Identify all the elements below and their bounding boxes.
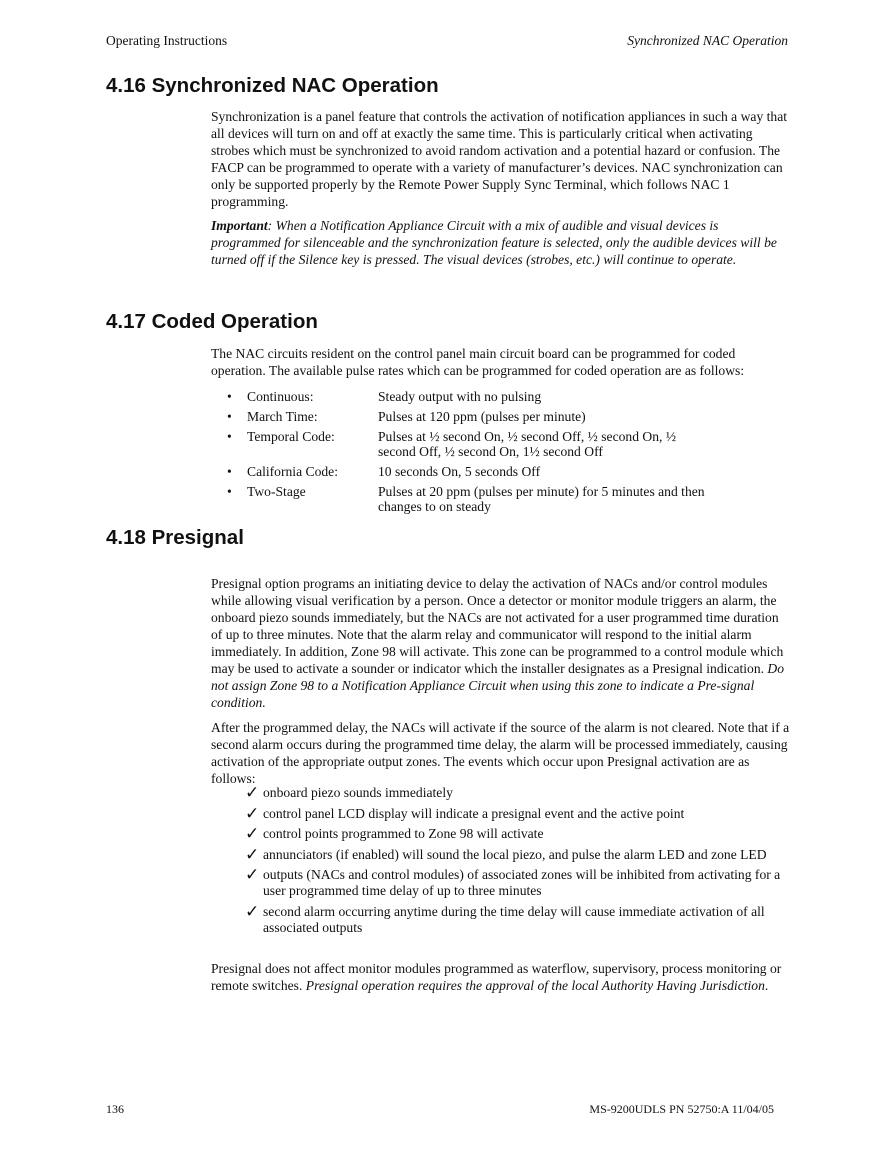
list-item <box>245 901 791 936</box>
coded-paragraph: The NAC circuits resident on the control panel main circuit board can be programmed for coded operation. The available pulse rates which can be programmed for coded operation are as follows: <box>211 346 745 378</box>
document-id: MS-9200UDLS PN 52750:A 11/04/05 <box>589 1102 774 1116</box>
event-text: onboard piezo sounds immediately <box>263 785 453 800</box>
presignal-paragraph-1 <box>211 575 791 711</box>
checkmark-icon: ✓ <box>245 865 260 885</box>
presignal-paragraph-3 <box>211 960 791 994</box>
section-title-4-17: 4.17 Coded Operation <box>106 310 318 333</box>
presignal-p3 <box>211 960 791 994</box>
bullet: • <box>227 389 232 404</box>
section-4-18-body <box>211 575 791 787</box>
bullet: • <box>227 484 232 499</box>
list-item <box>245 844 791 865</box>
section-title-4-18: 4.18 Presignal <box>106 526 244 549</box>
list-item <box>245 826 791 842</box>
list-item <box>227 464 727 479</box>
list-item <box>227 429 727 459</box>
pulse-desc: Steady output with no pulsing <box>378 389 542 404</box>
checkmark-icon: ✓ <box>245 783 260 803</box>
list-item <box>227 484 727 514</box>
list-item <box>245 785 791 801</box>
list-item <box>227 409 727 424</box>
presignal-events-list <box>245 785 791 940</box>
pulse-desc: Pulses at 20 ppm (pulses per minute) for 5 minutes and then changes to on steady <box>378 484 705 514</box>
bullet: • <box>227 464 232 479</box>
event-text: control points programmed to Zone 98 will activate <box>263 826 544 841</box>
section-title-4-16: 4.16 Synchronized NAC Operation <box>106 74 439 97</box>
pulse-name: March Time: <box>247 409 318 424</box>
list-item <box>227 389 727 404</box>
page-number: 136 <box>106 1102 124 1116</box>
list-item <box>245 803 791 824</box>
pulse-desc: Pulses at ½ second On, ½ second Off, ½ second On, ½ second Off, ½ second On, 1½ second Off <box>378 429 677 459</box>
important-text: : When a Notification Appliance Circuit with a mix of audible and visual devices is programmed for silenceable and the synchronization feature is selected, only the audible devices will be turned off if the Silence key is pressed. The visual devices (strobes, etc.) will continue to operate. <box>211 218 777 267</box>
checkmark-icon: ✓ <box>245 803 260 824</box>
list-item <box>245 867 791 899</box>
bullet: • <box>227 409 232 424</box>
presignal-p1-italic: Do not assign Zone 98 to a Notification Appliance Circuit when using this zone to indicate a Pre-signal condition. <box>211 661 785 710</box>
running-header-left: Operating Instructions <box>106 33 228 48</box>
event-text: outputs (NACs and control modules) of associated zones will be inhibited from activating for a user programmed time delay of up to three minutes <box>263 867 781 898</box>
pulse-name: Two-Stage <box>247 484 306 499</box>
pulse-rate-list <box>227 389 727 519</box>
running-header-right: Synchronized NAC Operation <box>627 33 788 48</box>
event-text: control panel LCD display will indicate a presignal event and the active point <box>263 805 685 821</box>
sync-paragraph: Synchronization is a panel feature that controls the activation of notification appliances in such a way that all devices will turn on and off at exactly the same time. This is particularly critical when activating strobes which must be synchronized to avoid random activation and a potential hazard or confusion. The FACP can be programmed to operate with a variety of manufacturer’s devices. NAC synchronization can only be supported properly by the Remote Power Supply Sync Terminal, which follows NAC 1 programming. <box>211 109 788 209</box>
pulse-desc: 10 seconds On, 5 seconds Off <box>378 464 541 479</box>
event-text: second alarm occurring anytime during the time delay will cause immediate activation of all associated outputs <box>263 903 765 935</box>
presignal-paragraph-2: After the programmed delay, the NACs will activate if the source of the alarm is not cleared. Note that if a second alarm occurs during the programmed time delay, the alarm will be processed immediately, causing activation of the appropriate output zones. The events which occur upon Presignal activation are as follows: <box>211 720 790 786</box>
event-text: annunciators (if enabled) will sound the local piezo, and pulse the alarm LED and zone LED <box>263 846 767 862</box>
checkmark-icon: ✓ <box>245 824 260 844</box>
presignal-p1-text: Presignal option programs an initiating device to delay the activation of NACs and/or control modules while allowing visual verification by a person. Once a detector or monitor module triggers an alarm, the onboard piezo sounds immediately, but the NACs are not activated for a user programmed time duration of up to three minutes. Note that the alarm relay and communicator will respond to the initial alarm immediately. In addition, Zone 98 will activate. This zone can be programmed to a control module which may be used to activate a sounder or indicator which the installer designates as a Presignal indication. <box>211 576 784 676</box>
bullet: • <box>227 429 232 444</box>
important-note <box>211 217 791 268</box>
presignal-p3-text: Presignal does not affect monitor modules programmed as waterflow, supervisory, process monitoring or remote switches. <box>211 961 782 993</box>
presignal-p3-end: . <box>764 978 769 993</box>
important-label: Important <box>211 218 268 233</box>
section-4-16-body <box>211 108 791 268</box>
pulse-desc: Pulses at 120 ppm (pulses per minute) <box>378 409 586 424</box>
checkmark-icon: ✓ <box>245 901 260 922</box>
checkmark-icon: ✓ <box>245 844 260 865</box>
pulse-name: Continuous: <box>247 389 314 404</box>
pulse-name: Temporal Code: <box>247 429 335 444</box>
pulse-name: California Code: <box>247 464 338 479</box>
presignal-p3-italic: Presignal operation requires the approval of the local Authority Having Jurisdiction <box>305 978 765 993</box>
